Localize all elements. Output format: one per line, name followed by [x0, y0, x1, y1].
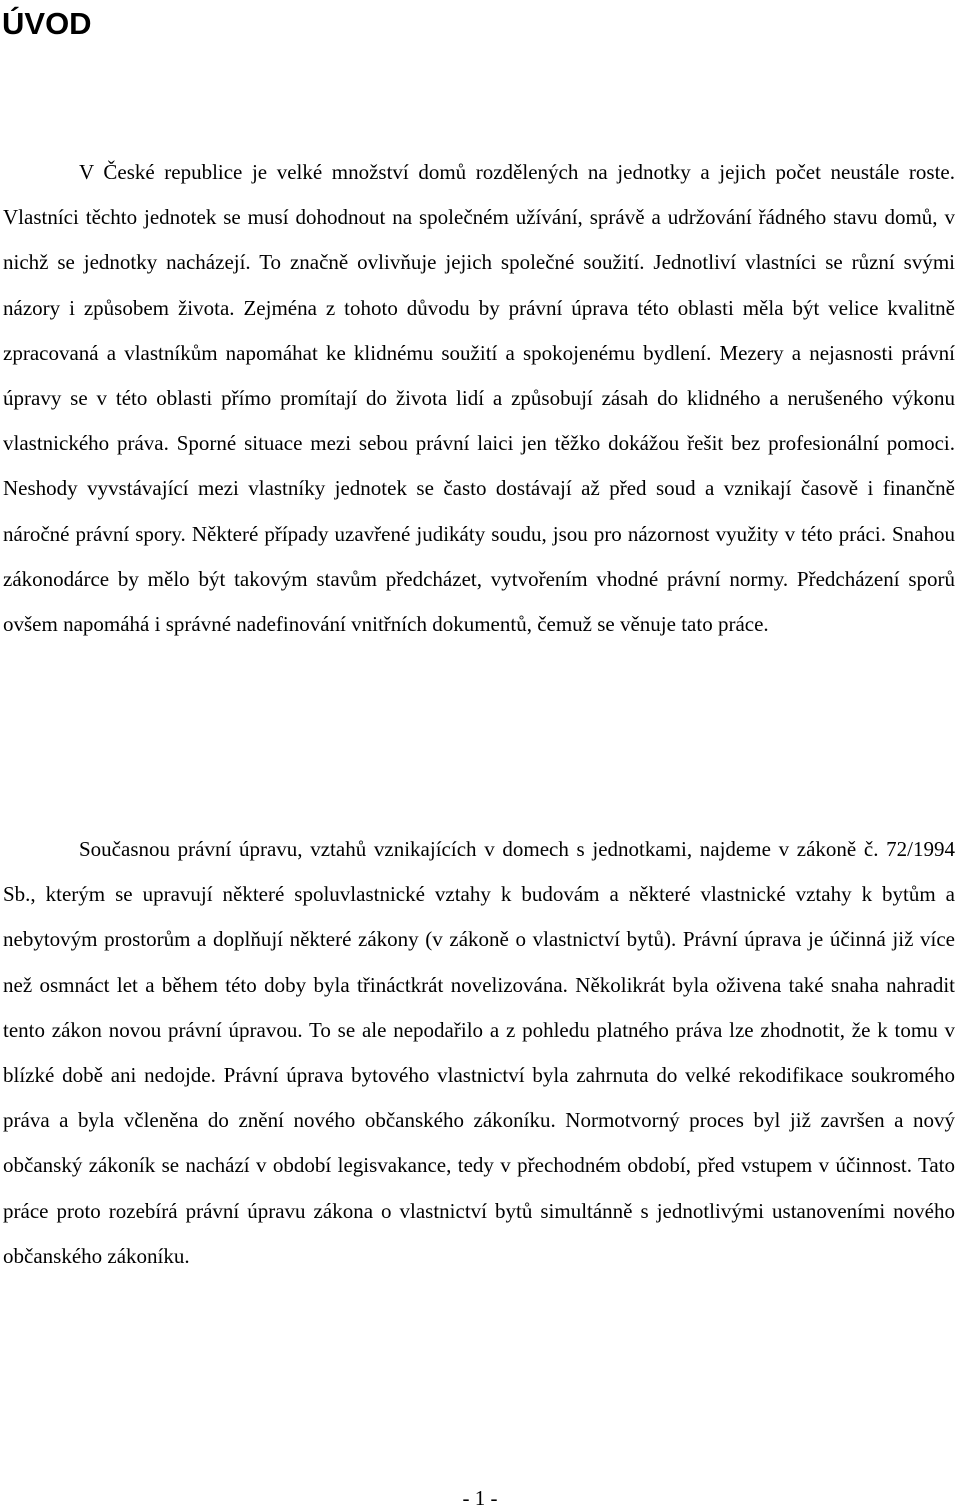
- paragraph-legal-framework: Současnou právní úpravu, vztahů vznikajících v domech s jednotkami, najdeme v zákoně č. 72/1994 Sb., kterým se upravují některé spoluvlastnické vztahy k budovám a některé vlastnické vztahy k bytům a nebytovým prostorům a doplňují některé zákony (v zákoně o vlastnictví bytů). Právní úprava je účinná již více než osmnáct let a během této doby byla třináctkrát novelizována. Několikrát byla oživena také snaha nahradit tento zákon novou právní úpravou. To se ale nepodařilo a z pohledu platného práva lze zhodnotit, že k tomu v blízké době ani nedojde. Právní úprava bytového vlastnictví byla zahrnuta do velké rekodifikace soukromého práva a byla včleněna do znění nového občanského zákoníku. Normotvorný proces byl již završen a nový občanský zákoník se nachází v období legisvakance, tedy v přechodném období, před vstupem v účinnost. Tato práce proto rozebírá právní úpravu zákona o vlastnictví bytů simultánně s jednotlivými ustanoveními nového občanského zákoníku.: [3, 837, 955, 1268]
- page-number: - 1 -: [462, 1486, 498, 1510]
- section-heading: ÚVOD: [2, 6, 92, 41]
- paragraph-intro: V České republice je velké množství domů rozdělených na jednotky a jejich počet neustále roste. Vlastníci těchto jednotek se musí dohodnout na společném užívání, správě a udržování řádného stavu domů, v nichž se jednotky nacházejí. To značně ovlivňuje jejich společné soužití. Jednotliví vlastníci se různí svými názory i způsobem života. Zejména z tohoto důvodu by právní úprava této oblasti měla být velice kvalitně zpracovaná a vlastníkům napomáhat ke klidnému soužití a spokojenému bydlení. Mezery a nejasnosti právní úpravy se v této oblasti přímo promítají do života lidí a způsobují zásah do klidného a nerušeného výkonu vlastnického práva. Sporné situace mezi sebou právní laici jen těžko dokážou řešit bez profesionální pomoci. Neshody vyvstávající mezi vlastníky jednotek se často dostávají až před soud a vznikají časově i finančně náročné právní spory. Některé případy uzavřené judikáty soudu, jsou pro názornost využity v této práci. Snahou zákonodárce by mělo být takovým stavům předcházet, vytvořením vhodné právní normy. Předcházení sporů ovšem napomáhá i správné nadefinování vnitřních dokumentů, čemuž se věnuje tato práce.: [3, 160, 955, 637]
